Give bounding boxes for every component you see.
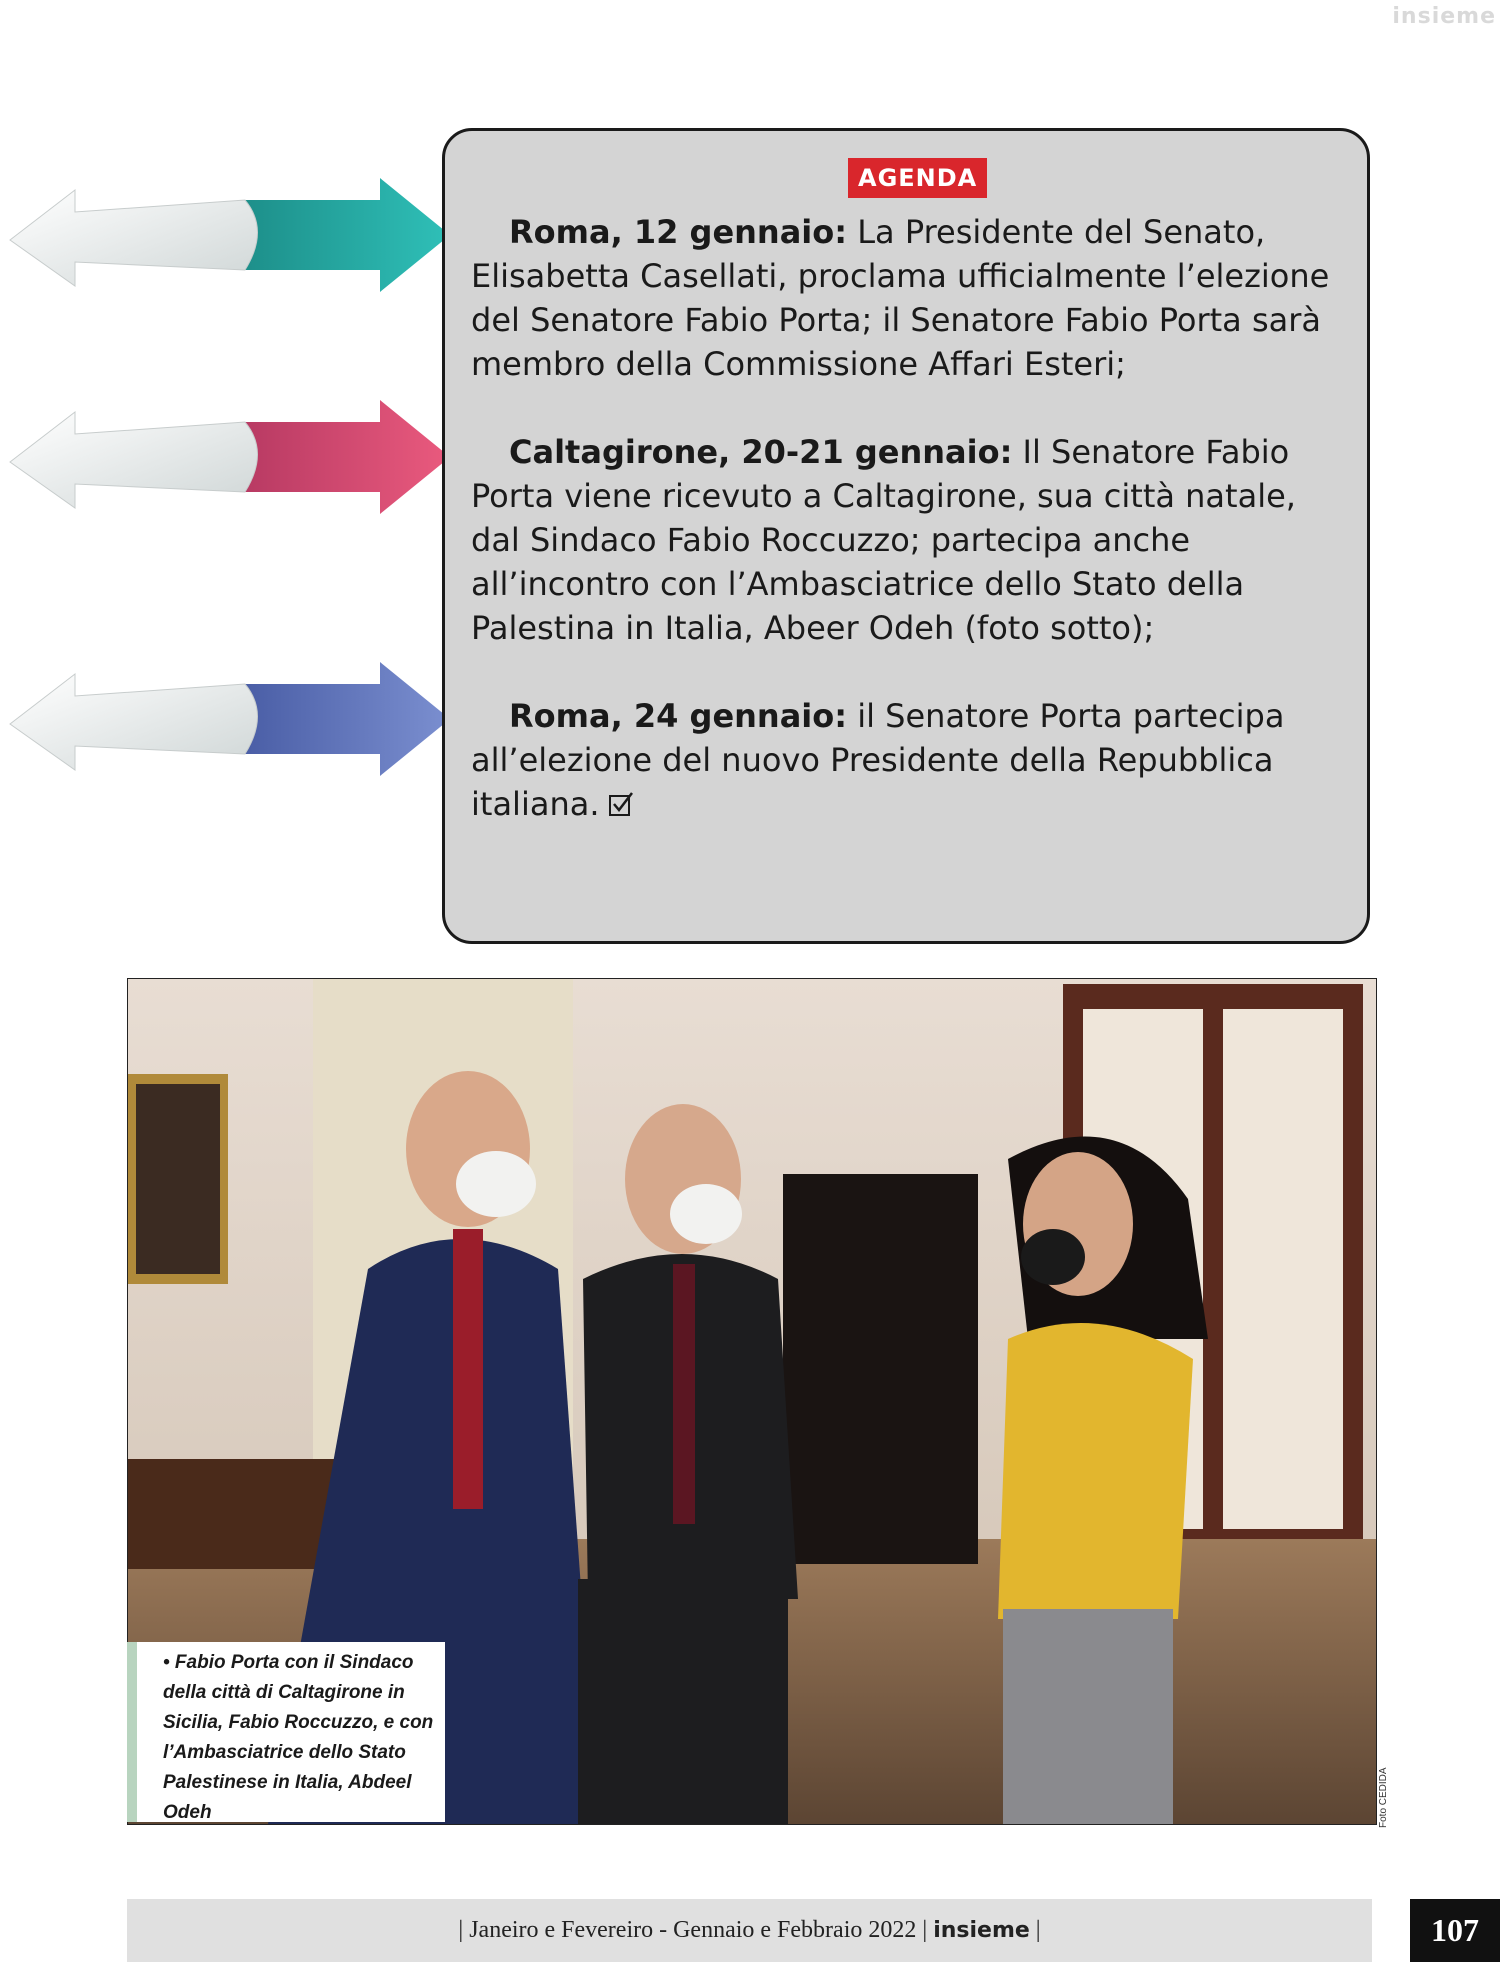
ribbon-arrow-icon (0, 654, 470, 784)
footer-text (127, 1899, 1372, 1962)
checkbox-icon (608, 791, 634, 817)
footer-issue: | Janeiro e Fevereiro - Gennaio e Febbraio 2022 | (458, 1917, 934, 1943)
agenda-tag: AGENDA (848, 158, 987, 198)
header-brand: insieme (1392, 4, 1496, 29)
agenda-entry-heading: Roma, 12 gennaio: (509, 213, 848, 251)
agenda-entry-heading: Caltagirone, 20-21 gennaio: (509, 433, 1013, 471)
agenda-entry-text: Il Senatore Fabio Porta viene ricevuto a Caltagirone, sua città natale, dal Sindaco Fabio Roccuzzo; partecipa anche all’incontro con l’Ambasciatrice dello Stato della Palestina in Italia, Abeer Odeh (foto sotto); (471, 433, 1296, 647)
page-number: 107 (1410, 1899, 1500, 1962)
agenda-entry (471, 694, 1351, 826)
footer-issue-end: | (1029, 1917, 1041, 1943)
photo-credit: Foto CEDIDA (1378, 1767, 1389, 1828)
footer-brand: insieme (933, 1918, 1030, 1943)
ribbon-arrow-icon (0, 170, 470, 300)
agenda-entry-text: La Presidente del Senato, Elisabetta Casellati, proclama ufficialmente l’elezione del Senatore Fabio Porta; il Senatore Fabio Porta sarà membro della Commissione Affari Esteri; (471, 213, 1330, 383)
photo-caption: • Fabio Porta con il Sindaco della città di Caltagirone in Sicilia, Fabio Roccuzzo, e con l’Ambasciatrice dello Stato Palestinese in Italia, Abdeel Odeh (127, 1642, 445, 1822)
agenda-entry (471, 430, 1351, 650)
agenda-entry (471, 210, 1351, 386)
agenda-entry-heading: Roma, 24 gennaio: (509, 697, 848, 735)
ribbon-arrow-icon (0, 392, 470, 522)
agenda-entry-text: il Senatore Porta partecipa all’elezione del nuovo Presidente della Repubblica italiana. (471, 697, 1285, 823)
